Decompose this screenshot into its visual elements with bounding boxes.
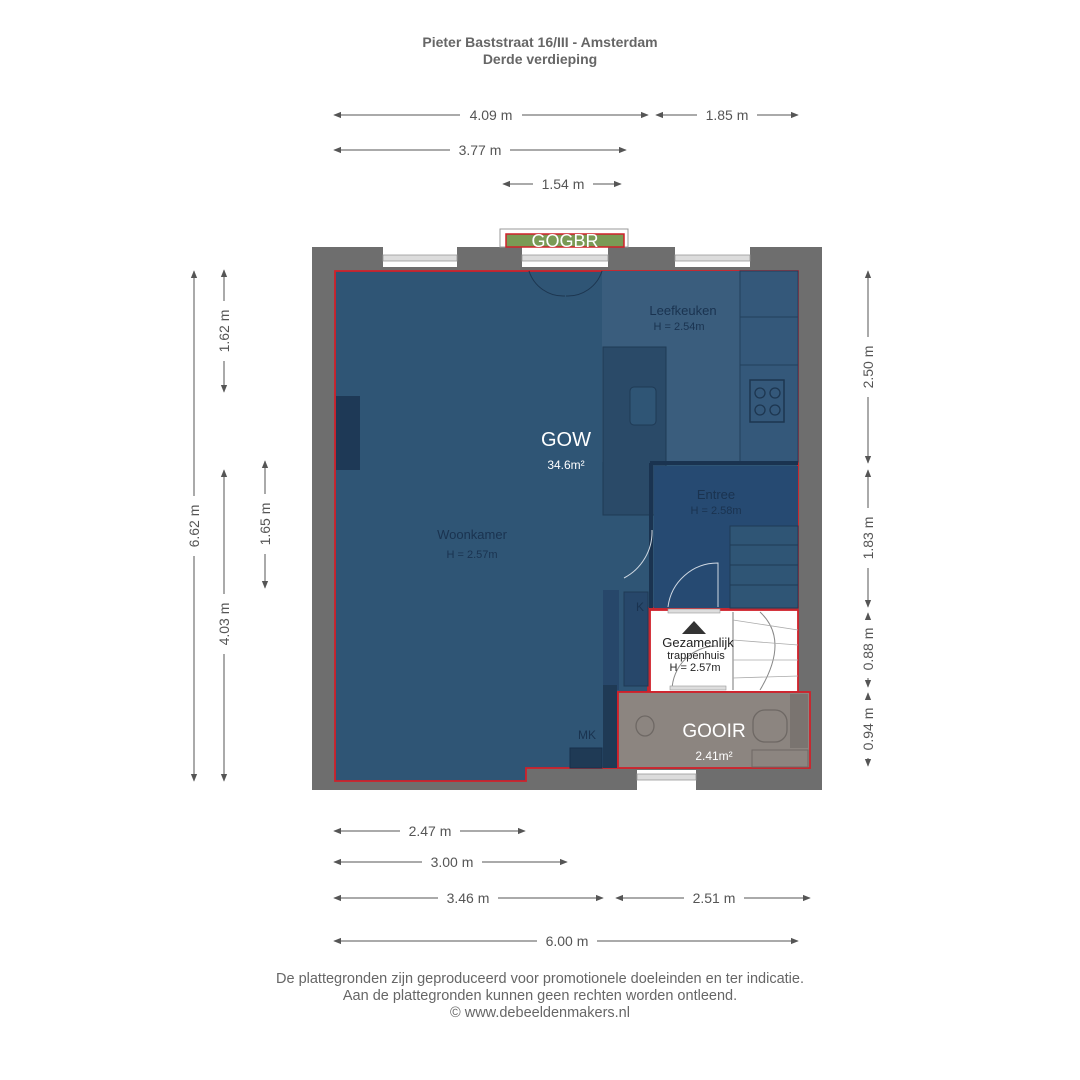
trappenhuis-height: H = 2.57m [669, 662, 721, 674]
woonkamer-name: Woonkamer [437, 527, 507, 542]
disclaimer-line-2: Aan de plattegronden kunnen geen rechten worden ontleend. [342, 988, 738, 1004]
disclaimer-line-1: De plattegronden zijn geproduceerd voor promotionele doeleinden en ter indicatie. [276, 971, 804, 987]
gooir-area: 2.41m² [695, 749, 733, 763]
mk-label: MK [578, 728, 596, 742]
dimensions-left [185, 270, 274, 781]
dimensions-top [334, 106, 798, 193]
entree-height: H = 2.58m [690, 505, 742, 517]
dim-right-2: 0.88 m [860, 627, 876, 671]
leefkeuken-height: H = 2.54m [653, 321, 705, 333]
dim-left-1: 1.62 m [216, 309, 232, 353]
dim-bottom-4: 6.00 m [545, 933, 589, 949]
dim-top-2: 3.77 m [458, 142, 502, 158]
dimensions-bottom [334, 822, 810, 950]
leefkeuken-name: Leefkeuken [649, 303, 717, 318]
gogbr-code: GOGBR [531, 231, 599, 251]
floor-title: Derde verdieping [482, 51, 598, 67]
copyright-link[interactable]: © www.debeeldenmakers.nl [450, 1005, 630, 1021]
dim-bottom-3: 2.51 m [692, 890, 736, 906]
gow-area: 34.6m² [547, 458, 585, 472]
dim-bottom-1: 3.00 m [430, 854, 474, 870]
entree-name: Entree [696, 487, 736, 502]
woonkamer-height: H = 2.57m [446, 549, 498, 561]
dim-bottom-0: 2.47 m [408, 823, 452, 839]
trappenhuis-name: Gezamenlijk [662, 635, 734, 650]
dim-top-1: 1.85 m [705, 107, 749, 123]
dim-left-0: 6.62 m [186, 504, 202, 548]
dim-right-1: 1.83 m [860, 516, 876, 560]
dim-right-0: 2.50 m [860, 345, 876, 389]
address-title: Pieter Baststraat 16/III - Amsterdam [422, 34, 658, 50]
gooir-code: GOOIR [682, 721, 746, 742]
dim-left-2: 4.03 m [216, 602, 232, 646]
gow-code: GOW [541, 429, 591, 451]
window-bottom [637, 770, 696, 790]
trappenhuis-sub: trappenhuis [667, 650, 725, 662]
k-label: K [635, 600, 645, 614]
dim-left-3: 1.65 m [257, 502, 273, 546]
dim-bottom-2: 3.46 m [446, 890, 490, 906]
dim-top-3: 1.54 m [541, 176, 585, 192]
dim-right-3: 0.94 m [860, 707, 876, 751]
dim-top-0: 4.09 m [469, 107, 513, 123]
dimensions-right [859, 271, 877, 766]
